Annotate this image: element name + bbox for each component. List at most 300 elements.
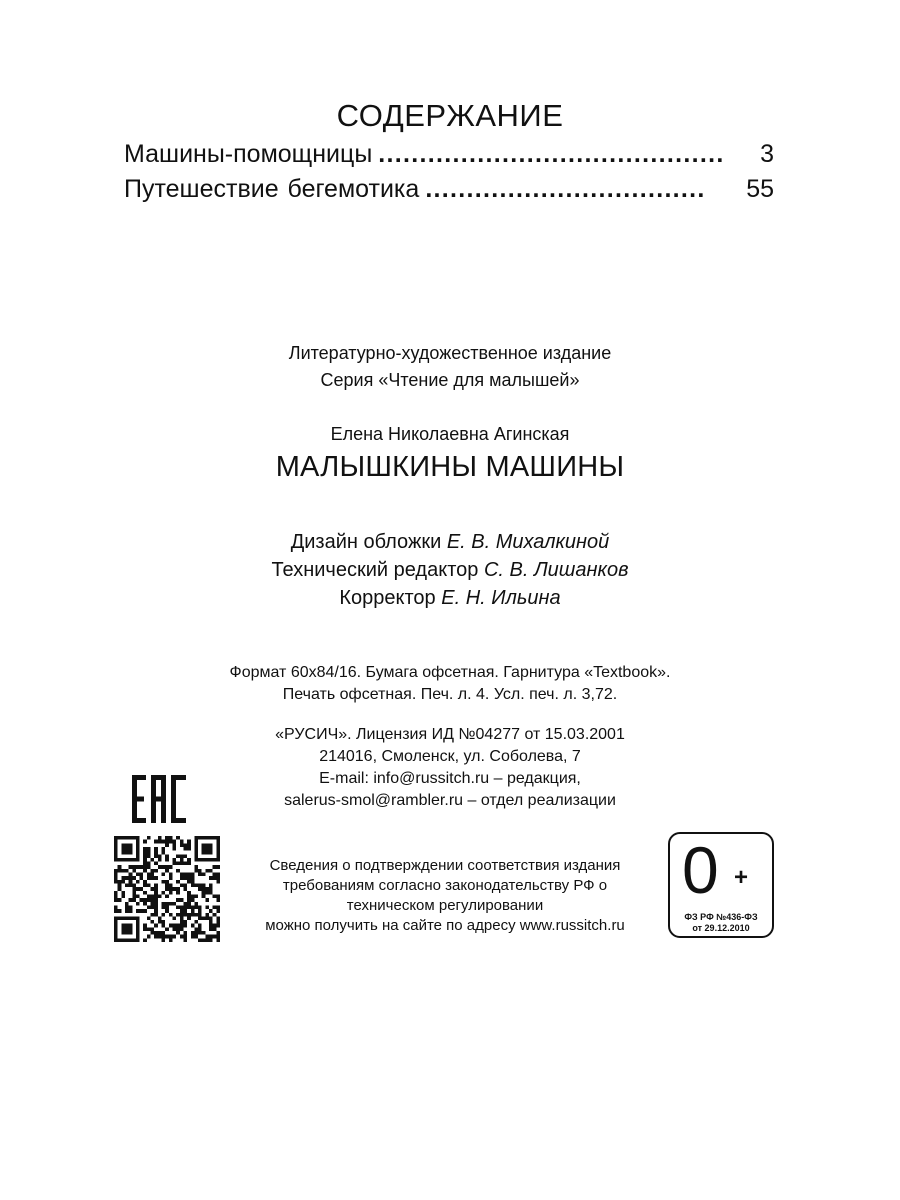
qr-module (209, 851, 213, 855)
qr-module (216, 854, 220, 858)
qr-module (136, 902, 140, 906)
qr-module (121, 894, 125, 898)
qr-module (121, 891, 125, 895)
qr-module (154, 924, 158, 928)
qr-module (162, 924, 166, 928)
publisher-sales-email[interactable]: salerus-smol@rambler.ru – отдел реализации (284, 792, 616, 809)
qr-module (118, 836, 122, 840)
qr-module (169, 913, 173, 917)
qr-module (143, 851, 147, 855)
credit-line (0, 559, 900, 582)
qr-module (169, 840, 173, 844)
age-rating-badge (668, 832, 774, 938)
qr-module (165, 843, 169, 847)
qr-module (216, 938, 220, 942)
qr-module (194, 884, 198, 888)
qr-module (132, 916, 136, 920)
qr-module (194, 927, 198, 931)
qr-module (151, 873, 155, 877)
qr-module (191, 924, 195, 928)
qr-module (169, 935, 173, 939)
qr-module (114, 905, 118, 909)
qr-module (176, 869, 180, 873)
qr-module (169, 891, 173, 895)
qr-module (213, 858, 217, 862)
qr-module (209, 836, 213, 840)
qr-module (180, 898, 184, 902)
qr-module (198, 924, 202, 928)
qr-module (158, 920, 162, 924)
qr-module (147, 836, 151, 840)
qr-module (194, 931, 198, 935)
print-specs-line: Формат 60х84/16. Бумага офсетная. Гарнитура «Textbook». (229, 664, 671, 681)
qr-module (180, 876, 184, 880)
qr-module (158, 931, 162, 935)
qr-module (183, 873, 187, 877)
qr-module (169, 873, 173, 877)
qr-module (143, 862, 147, 866)
qr-module (172, 935, 176, 939)
qr-module (143, 891, 147, 895)
qr-module (191, 898, 195, 902)
qr-module (209, 935, 213, 939)
qr-module (172, 902, 176, 906)
qr-module (125, 902, 129, 906)
qr-module (180, 916, 184, 920)
qr-module (132, 836, 136, 840)
qr-module (216, 909, 220, 913)
qr-module (216, 920, 220, 924)
qr-module (129, 847, 133, 851)
qr-module (165, 887, 169, 891)
qr-module (187, 916, 191, 920)
qr-module (125, 916, 129, 920)
qr-module (158, 836, 162, 840)
qr-code-icon[interactable] (114, 836, 220, 942)
qr-module (118, 916, 122, 920)
qr-module (213, 836, 217, 840)
qr-module (180, 920, 184, 924)
qr-module (191, 931, 195, 935)
conformity-line: можно получить на сайте по адресу www.russitch.ru (265, 917, 625, 934)
qr-module (118, 884, 122, 888)
qr-module (202, 843, 206, 847)
qr-module (202, 938, 206, 942)
qr-module (205, 916, 209, 920)
qr-module (172, 847, 176, 851)
qr-module (125, 909, 129, 913)
age-rating-law-number: ФЗ РФ №436-ФЗ (684, 912, 758, 922)
qr-module (183, 876, 187, 880)
qr-module (216, 898, 220, 902)
qr-module (154, 902, 158, 906)
qr-module (162, 902, 166, 906)
qr-module (147, 862, 151, 866)
qr-module (154, 847, 158, 851)
qr-module (154, 876, 158, 880)
qr-module (191, 876, 195, 880)
qr-module (165, 927, 169, 931)
qr-module (194, 843, 198, 847)
qr-module (169, 876, 173, 880)
qr-module (205, 887, 209, 891)
qr-module (194, 836, 198, 840)
qr-module (125, 884, 129, 888)
qr-module (169, 884, 173, 888)
qr-module (209, 909, 213, 913)
qr-module (136, 843, 140, 847)
qr-module (180, 840, 184, 844)
qr-module (213, 876, 217, 880)
qr-module (154, 913, 158, 917)
qr-module (216, 865, 220, 869)
qr-module (129, 876, 133, 880)
toc-leader-dots: .................................. (425, 175, 706, 203)
qr-module (143, 927, 147, 931)
qr-module (147, 854, 151, 858)
qr-module (143, 847, 147, 851)
qr-module (194, 905, 198, 909)
qr-module (147, 894, 151, 898)
qr-module (194, 858, 198, 862)
qr-module (114, 898, 118, 902)
qr-module (187, 862, 191, 866)
qr-module (213, 913, 217, 917)
qr-module (205, 913, 209, 917)
qr-module (205, 851, 209, 855)
qr-module (202, 836, 206, 840)
qr-module (187, 880, 191, 884)
qr-module (180, 854, 184, 858)
qr-module (136, 916, 140, 920)
qr-module (165, 840, 169, 844)
qr-module (143, 938, 147, 942)
qr-module (172, 840, 176, 844)
credit-name: С. В. Лишанков (483, 559, 629, 581)
qr-module (176, 880, 180, 884)
qr-module (136, 938, 140, 942)
qr-module (180, 935, 184, 939)
qr-module (202, 851, 206, 855)
qr-module (125, 847, 129, 851)
qr-module (143, 909, 147, 913)
qr-module (147, 898, 151, 902)
qr-module (165, 909, 169, 913)
qr-module (151, 927, 155, 931)
qr-module (136, 935, 140, 939)
qr-module (209, 869, 213, 873)
qr-module (183, 913, 187, 917)
qr-module (114, 935, 118, 939)
qr-module (176, 862, 180, 866)
age-rating-law-date: от 29.12.2010 (692, 923, 750, 933)
qr-module (147, 851, 151, 855)
qr-module (180, 858, 184, 862)
qr-module (198, 913, 202, 917)
qr-module (202, 873, 206, 877)
qr-module (136, 927, 140, 931)
qr-module (194, 865, 198, 869)
qr-module (194, 854, 198, 858)
qr-module (129, 858, 133, 862)
qr-module (198, 916, 202, 920)
author-name: Елена Николаевна Агинская (330, 424, 570, 444)
qr-module (118, 880, 122, 884)
qr-module (216, 836, 220, 840)
qr-module (118, 887, 122, 891)
qr-module (205, 858, 209, 862)
qr-module (191, 909, 195, 913)
qr-module (176, 924, 180, 928)
toc-entry[interactable] (124, 140, 774, 169)
qr-module (202, 916, 206, 920)
qr-module (151, 898, 155, 902)
qr-module (147, 935, 151, 939)
eac-icon (132, 775, 186, 823)
qr-module (114, 931, 118, 935)
qr-module (151, 902, 155, 906)
qr-module (151, 894, 155, 898)
qr-module (114, 891, 118, 895)
qr-module (183, 887, 187, 891)
qr-module (143, 854, 147, 858)
qr-module (118, 869, 122, 873)
qr-module (183, 902, 187, 906)
qr-module (191, 884, 195, 888)
qr-module (143, 884, 147, 888)
qr-module (147, 865, 151, 869)
toc-leader-dots: .......................................... (378, 140, 725, 168)
age-rating-plus: + (734, 864, 749, 891)
qr-module (151, 905, 155, 909)
qr-module (198, 873, 202, 877)
qr-module (114, 876, 118, 880)
qr-module (121, 938, 125, 942)
qr-module (129, 851, 133, 855)
qr-module (151, 869, 155, 873)
qr-module (125, 851, 129, 855)
qr-module (187, 876, 191, 880)
conformity-line: Сведения о подтверждении соответствия издания (269, 857, 621, 874)
qr-module (176, 898, 180, 902)
qr-module (169, 836, 173, 840)
qr-module (136, 931, 140, 935)
toc-entry[interactable] (124, 175, 774, 204)
qr-module (162, 891, 166, 895)
qr-module (154, 894, 158, 898)
qr-module (151, 876, 155, 880)
qr-module (129, 836, 133, 840)
qr-module (114, 920, 118, 924)
qr-module (140, 873, 144, 877)
qr-module (183, 931, 187, 935)
qr-module (194, 869, 198, 873)
qr-module (143, 858, 147, 862)
qr-module (169, 938, 173, 942)
qr-module (191, 935, 195, 939)
qr-module (180, 924, 184, 928)
qr-module (114, 873, 118, 877)
qr-module (114, 847, 118, 851)
qr-module (198, 887, 202, 891)
qr-module (129, 884, 133, 888)
qr-module (202, 887, 206, 891)
qr-module (147, 873, 151, 877)
qr-module (198, 938, 202, 942)
qr-module (129, 898, 133, 902)
qr-module (194, 840, 198, 844)
qr-module (172, 862, 176, 866)
qr-module (147, 905, 151, 909)
qr-module (187, 913, 191, 917)
qr-module (180, 909, 184, 913)
qr-module (147, 916, 151, 920)
qr-module (162, 880, 166, 884)
qr-module (213, 894, 217, 898)
toc-entry-page: 3 (760, 140, 774, 168)
qr-module (187, 894, 191, 898)
qr-module (172, 858, 176, 862)
qr-module (121, 851, 125, 855)
qr-module (176, 905, 180, 909)
qr-module (169, 924, 173, 928)
qr-module (143, 898, 147, 902)
qr-module (158, 858, 162, 862)
qr-module (132, 891, 136, 895)
qr-module (216, 840, 220, 844)
qr-module (216, 873, 220, 877)
qr-module (205, 905, 209, 909)
toc-entry-title: Путешествие бегемотика (124, 175, 420, 203)
qr-module (205, 891, 209, 895)
qr-module (191, 894, 195, 898)
qr-module (136, 847, 140, 851)
qr-module (129, 865, 133, 869)
qr-module (213, 935, 217, 939)
qr-module (121, 847, 125, 851)
qr-module (183, 862, 187, 866)
qr-module (216, 851, 220, 855)
qr-module (191, 905, 195, 909)
credit-role: Технический редактор (271, 559, 479, 581)
qr-module (209, 927, 213, 931)
qr-module (172, 924, 176, 928)
qr-module (114, 927, 118, 931)
qr-module (154, 869, 158, 873)
qr-module (129, 927, 133, 931)
qr-module (180, 843, 184, 847)
qr-module (158, 865, 162, 869)
qr-module (136, 894, 140, 898)
qr-module (114, 924, 118, 928)
qr-module (183, 924, 187, 928)
qr-module (165, 858, 169, 862)
qr-module (114, 894, 118, 898)
qr-module (114, 851, 118, 855)
qr-module (216, 924, 220, 928)
toc-entry-title: Машины-помощницы (124, 140, 373, 168)
qr-module (165, 880, 169, 884)
qr-module (194, 913, 198, 917)
publisher-email[interactable]: E-mail: info@russitch.ru – редакция, (319, 770, 581, 787)
qr-module (205, 836, 209, 840)
print-specs-line: Печать офсетная. Печ. л. 4. Усл. печ. л. 3,72. (282, 686, 618, 703)
qr-module (162, 935, 166, 939)
qr-module (202, 891, 206, 895)
qr-module (198, 858, 202, 862)
qr-module (129, 843, 133, 847)
qr-module (183, 854, 187, 858)
qr-module (129, 880, 133, 884)
qr-module (158, 935, 162, 939)
qr-module (154, 935, 158, 939)
qr-module (136, 873, 140, 877)
qr-module (129, 924, 133, 928)
qr-module (176, 931, 180, 935)
qr-module (205, 935, 209, 939)
credit-line (0, 587, 900, 610)
edition-series: Серия «Чтение для малышей» (320, 370, 580, 390)
qr-module (114, 840, 118, 844)
qr-module (143, 902, 147, 906)
qr-module (140, 909, 144, 913)
qr-module (114, 836, 118, 840)
qr-module (209, 891, 213, 895)
qr-module (180, 873, 184, 877)
qr-module (162, 931, 166, 935)
qr-module (136, 851, 140, 855)
qr-module (187, 898, 191, 902)
qr-module (198, 905, 202, 909)
qr-module (125, 869, 129, 873)
qr-module (205, 898, 209, 902)
qr-module (140, 898, 144, 902)
qr-module (209, 920, 213, 924)
conformity-line: техническом регулировании (346, 897, 544, 914)
qr-module (216, 905, 220, 909)
qr-module (125, 836, 129, 840)
qr-module (118, 898, 122, 902)
qr-module (132, 938, 136, 942)
book-title: МАЛЫШКИНЫ МАШИНЫ (275, 451, 625, 483)
qr-module (165, 869, 169, 873)
qr-module (158, 916, 162, 920)
qr-module (165, 836, 169, 840)
qr-module (194, 851, 198, 855)
qr-module (172, 927, 176, 931)
qr-module (205, 869, 209, 873)
qr-module (147, 884, 151, 888)
qr-module (114, 843, 118, 847)
qr-module (154, 891, 158, 895)
qr-module (151, 887, 155, 891)
qr-module (118, 858, 122, 862)
qr-module (147, 847, 151, 851)
qr-module (151, 920, 155, 924)
toc-heading: СОДЕРЖАНИЕ (336, 98, 564, 133)
qr-module (162, 851, 166, 855)
qr-module (121, 931, 125, 935)
qr-module (172, 916, 176, 920)
qr-module (140, 865, 144, 869)
qr-module (165, 894, 169, 898)
qr-module (154, 887, 158, 891)
qr-module (147, 927, 151, 931)
qr-module (213, 865, 217, 869)
qr-module (183, 843, 187, 847)
qr-module (198, 931, 202, 935)
qr-module (216, 894, 220, 898)
